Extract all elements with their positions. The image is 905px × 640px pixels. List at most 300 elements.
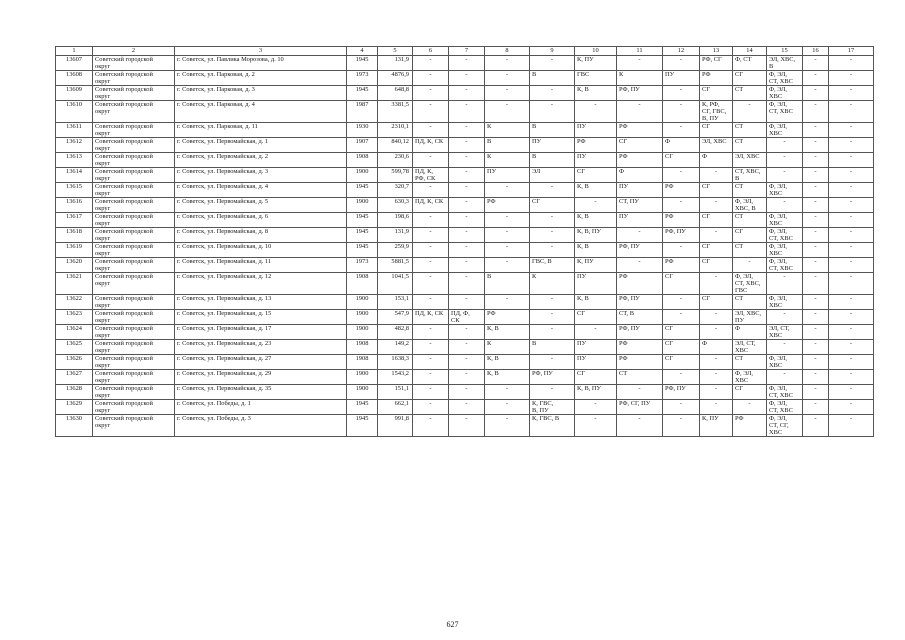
col-17-cell: - xyxy=(829,340,874,355)
address-cell: г. Советск, ул. Первомайская, д. 13 xyxy=(175,295,347,310)
district-cell: Советский городской округ xyxy=(93,86,175,101)
col-14-cell: РФ xyxy=(733,415,767,437)
col-13-cell: РФ xyxy=(700,71,733,86)
col-12-cell: РФ xyxy=(663,258,700,273)
col-11-cell: РФ xyxy=(617,153,663,168)
column-number-17: 17 xyxy=(829,47,874,56)
table-row xyxy=(56,355,874,370)
col-8-cell: - xyxy=(485,385,530,400)
col-12-cell: РФ xyxy=(663,183,700,198)
col-11-cell: СТ, ПУ xyxy=(617,198,663,213)
col-12-cell: Ф xyxy=(663,138,700,153)
record-id-cell: 13619 xyxy=(56,243,93,258)
col-14-cell: ЭЛ, СТ, ХВС xyxy=(733,340,767,355)
col-17-cell: - xyxy=(829,258,874,273)
record-id-cell: 13608 xyxy=(56,71,93,86)
record-id-cell: 13616 xyxy=(56,198,93,213)
district-cell: Советский городской округ xyxy=(93,56,175,71)
area-cell: 230,6 xyxy=(378,153,413,168)
col-17-cell: - xyxy=(829,168,874,183)
col-7-cell: - xyxy=(449,400,485,415)
build-year-cell: 1945 xyxy=(347,213,378,228)
table-row xyxy=(56,168,874,183)
col-16-cell: - xyxy=(803,355,829,370)
col-10-cell: К, В xyxy=(575,295,617,310)
col-15-cell: - xyxy=(767,310,803,325)
col-11-cell: Ф xyxy=(617,168,663,183)
column-number-7: 7 xyxy=(449,47,485,56)
col-11-cell: ПУ xyxy=(617,213,663,228)
col-6-cell: - xyxy=(413,415,449,437)
col-17-cell: - xyxy=(829,415,874,437)
address-cell: г. Советск, ул. Первомайская, д. 8 xyxy=(175,228,347,243)
col-12-cell: - xyxy=(663,86,700,101)
col-14-cell: СТ xyxy=(733,355,767,370)
col-17-cell: - xyxy=(829,243,874,258)
col-11-cell: РФ, ПУ xyxy=(617,295,663,310)
col-13-cell: - xyxy=(700,310,733,325)
col-12-cell: - xyxy=(663,370,700,385)
col-10-cell: - xyxy=(575,415,617,437)
record-id-cell: 13628 xyxy=(56,385,93,400)
col-17-cell: - xyxy=(829,198,874,213)
col-12-cell: - xyxy=(663,56,700,71)
column-number-row xyxy=(56,47,874,56)
col-12-cell: - xyxy=(663,168,700,183)
col-17-cell: - xyxy=(829,295,874,310)
col-6-cell: - xyxy=(413,153,449,168)
column-number-10: 10 xyxy=(575,47,617,56)
col-16-cell: - xyxy=(803,138,829,153)
col-6-cell: - xyxy=(413,370,449,385)
col-11-cell: РФ, ПУ xyxy=(617,86,663,101)
column-number-11: 11 xyxy=(617,47,663,56)
col-14-cell: СТ xyxy=(733,123,767,138)
district-cell: Советский городской округ xyxy=(93,168,175,183)
district-cell: Советский городской округ xyxy=(93,385,175,400)
col-16-cell: - xyxy=(803,123,829,138)
col-17-cell: - xyxy=(829,325,874,340)
district-cell: Советский городской округ xyxy=(93,310,175,325)
table-row xyxy=(56,243,874,258)
col-17-cell: - xyxy=(829,123,874,138)
col-12-cell: СГ xyxy=(663,325,700,340)
district-cell: Советский городской округ xyxy=(93,213,175,228)
col-6-cell: ПД, К, СК xyxy=(413,310,449,325)
col-10-cell: - xyxy=(575,198,617,213)
col-7-cell: - xyxy=(449,86,485,101)
build-year-cell: 1930 xyxy=(347,123,378,138)
table-row xyxy=(56,228,874,243)
column-number-8: 8 xyxy=(485,47,530,56)
col-17-cell: - xyxy=(829,56,874,71)
col-6-cell: - xyxy=(413,243,449,258)
col-7-cell: ПД, Ф, СК xyxy=(449,310,485,325)
col-15-cell: Ф, ЭЛ, СТ, ХВС xyxy=(767,228,803,243)
col-10-cell: - xyxy=(575,400,617,415)
address-cell: г. Советск, ул. Первомайская, д. 5 xyxy=(175,198,347,213)
col-15-cell: Ф, ЭЛ, СТ, ХВС xyxy=(767,101,803,123)
col-15-cell: - xyxy=(767,273,803,295)
col-15-cell: Ф, ЭЛ, ХВС xyxy=(767,243,803,258)
col-12-cell: - xyxy=(663,101,700,123)
col-12-cell: - xyxy=(663,400,700,415)
col-17-cell: - xyxy=(829,101,874,123)
col-16-cell: - xyxy=(803,153,829,168)
col-7-cell: - xyxy=(449,258,485,273)
col-10-cell: СГ xyxy=(575,310,617,325)
col-10-cell: К, ПУ xyxy=(575,56,617,71)
housing-table xyxy=(55,46,874,437)
col-14-cell: СТ xyxy=(733,86,767,101)
build-year-cell: 1907 xyxy=(347,138,378,153)
col-10-cell: ГВС xyxy=(575,71,617,86)
col-14-cell: - xyxy=(733,101,767,123)
col-6-cell: - xyxy=(413,228,449,243)
area-cell: 547,9 xyxy=(378,310,413,325)
record-id-cell: 13610 xyxy=(56,101,93,123)
col-13-cell: Ф xyxy=(700,153,733,168)
col-8-cell: К xyxy=(485,340,530,355)
col-17-cell: - xyxy=(829,370,874,385)
record-id-cell: 13609 xyxy=(56,86,93,101)
col-7-cell: - xyxy=(449,71,485,86)
col-6-cell: - xyxy=(413,86,449,101)
address-cell: г. Советск, ул. Первомайская, д. 27 xyxy=(175,355,347,370)
column-number-1: 1 xyxy=(56,47,93,56)
col-15-cell: Ф, ЭЛ, ХВС xyxy=(767,86,803,101)
col-13-cell: СГ xyxy=(700,123,733,138)
record-id-cell: 13618 xyxy=(56,228,93,243)
col-10-cell: ПУ xyxy=(575,153,617,168)
col-11-cell: РФ xyxy=(617,355,663,370)
col-6-cell: - xyxy=(413,273,449,295)
col-11-cell: - xyxy=(617,415,663,437)
table-row xyxy=(56,325,874,340)
col-8-cell: К, В xyxy=(485,370,530,385)
col-7-cell: - xyxy=(449,138,485,153)
table-row xyxy=(56,101,874,123)
col-14-cell: ЭЛ, ХВС, ПУ xyxy=(733,310,767,325)
col-11-cell: РФ xyxy=(617,273,663,295)
district-cell: Советский городской округ xyxy=(93,101,175,123)
col-11-cell: РФ, ПУ xyxy=(617,243,663,258)
col-8-cell: - xyxy=(485,183,530,198)
district-cell: Советский городской округ xyxy=(93,228,175,243)
col-10-cell: К, В xyxy=(575,213,617,228)
area-cell: 4876,9 xyxy=(378,71,413,86)
col-7-cell: - xyxy=(449,355,485,370)
table-row xyxy=(56,415,874,437)
address-cell: г. Советск, ул. Первомайская, д. 2 xyxy=(175,153,347,168)
col-16-cell: - xyxy=(803,243,829,258)
col-13-cell: - xyxy=(700,198,733,213)
col-13-cell: Ф xyxy=(700,340,733,355)
col-7-cell: - xyxy=(449,198,485,213)
build-year-cell: 1908 xyxy=(347,340,378,355)
col-17-cell: - xyxy=(829,153,874,168)
address-cell: г. Советск, ул. Первомайская, д. 29 xyxy=(175,370,347,385)
col-9-cell: В xyxy=(530,340,575,355)
area-cell: 3381,5 xyxy=(378,101,413,123)
col-9-cell: ЭЛ xyxy=(530,168,575,183)
table-row xyxy=(56,123,874,138)
col-7-cell: - xyxy=(449,213,485,228)
col-14-cell: СТ xyxy=(733,138,767,153)
col-14-cell: СГ xyxy=(733,71,767,86)
col-12-cell: СГ xyxy=(663,340,700,355)
build-year-cell: 1900 xyxy=(347,385,378,400)
column-number-16: 16 xyxy=(803,47,829,56)
area-cell: 151,1 xyxy=(378,385,413,400)
col-9-cell: - xyxy=(530,101,575,123)
column-number-2: 2 xyxy=(93,47,175,56)
build-year-cell: 1973 xyxy=(347,258,378,273)
address-cell: г. Советск, ул. Первомайская, д. 12 xyxy=(175,273,347,295)
col-17-cell: - xyxy=(829,400,874,415)
col-10-cell: - xyxy=(575,325,617,340)
col-10-cell: ПУ xyxy=(575,340,617,355)
col-14-cell: Ф, СТ xyxy=(733,56,767,71)
col-13-cell: - xyxy=(700,400,733,415)
col-15-cell: - xyxy=(767,198,803,213)
area-cell: 320,7 xyxy=(378,183,413,198)
address-cell: г. Советск, ул. Победы, д. 3 xyxy=(175,415,347,437)
col-16-cell: - xyxy=(803,56,829,71)
col-14-cell: СТ xyxy=(733,295,767,310)
address-cell: г. Советск, ул. Победы, д. 1 xyxy=(175,400,347,415)
record-id-cell: 13621 xyxy=(56,273,93,295)
col-15-cell: Ф, ЭЛ, ХВС xyxy=(767,123,803,138)
col-13-cell: СГ xyxy=(700,258,733,273)
col-16-cell: - xyxy=(803,400,829,415)
col-16-cell: - xyxy=(803,198,829,213)
record-id-cell: 13617 xyxy=(56,213,93,228)
col-17-cell: - xyxy=(829,385,874,400)
col-8-cell: - xyxy=(485,213,530,228)
col-15-cell: Ф, ЭЛ, СТ, ХВС xyxy=(767,258,803,273)
col-16-cell: - xyxy=(803,168,829,183)
area-cell: 630,3 xyxy=(378,198,413,213)
col-17-cell: - xyxy=(829,183,874,198)
col-9-cell: - xyxy=(530,183,575,198)
table-row xyxy=(56,310,874,325)
column-number-5: 5 xyxy=(378,47,413,56)
record-id-cell: 13607 xyxy=(56,56,93,71)
col-6-cell: ПД, К, РФ, СК xyxy=(413,168,449,183)
col-9-cell: К, ГВС, В, ПУ xyxy=(530,400,575,415)
table-row xyxy=(56,370,874,385)
col-7-cell: - xyxy=(449,228,485,243)
col-14-cell: - xyxy=(733,400,767,415)
district-cell: Советский городской округ xyxy=(93,273,175,295)
col-12-cell: - xyxy=(663,415,700,437)
col-8-cell: - xyxy=(485,243,530,258)
col-12-cell: РФ, ПУ xyxy=(663,228,700,243)
col-14-cell: Ф xyxy=(733,325,767,340)
area-cell: 198,6 xyxy=(378,213,413,228)
col-17-cell: - xyxy=(829,310,874,325)
col-9-cell: - xyxy=(530,295,575,310)
col-12-cell: РФ xyxy=(663,213,700,228)
col-11-cell: К xyxy=(617,71,663,86)
col-13-cell: К, ПУ xyxy=(700,415,733,437)
build-year-cell: 1945 xyxy=(347,400,378,415)
col-16-cell: - xyxy=(803,370,829,385)
build-year-cell: 1945 xyxy=(347,243,378,258)
col-12-cell: - xyxy=(663,310,700,325)
district-cell: Советский городской округ xyxy=(93,123,175,138)
record-id-cell: 13622 xyxy=(56,295,93,310)
col-6-cell: - xyxy=(413,385,449,400)
col-17-cell: - xyxy=(829,273,874,295)
table-row xyxy=(56,198,874,213)
col-13-cell: - xyxy=(700,370,733,385)
record-id-cell: 13620 xyxy=(56,258,93,273)
col-12-cell: - xyxy=(663,198,700,213)
build-year-cell: 1987 xyxy=(347,101,378,123)
col-13-cell: К, РФ, СГ, ГВС, В, ПУ xyxy=(700,101,733,123)
col-15-cell: Ф, ЭЛ, СТ, ХВС xyxy=(767,385,803,400)
build-year-cell: 1945 xyxy=(347,183,378,198)
col-11-cell: - xyxy=(617,101,663,123)
build-year-cell: 1900 xyxy=(347,295,378,310)
col-10-cell: К, В, ПУ xyxy=(575,228,617,243)
build-year-cell: 1908 xyxy=(347,153,378,168)
col-12-cell: СГ xyxy=(663,355,700,370)
col-17-cell: - xyxy=(829,71,874,86)
record-id-cell: 13612 xyxy=(56,138,93,153)
col-8-cell: - xyxy=(485,258,530,273)
col-6-cell: - xyxy=(413,183,449,198)
col-9-cell: СГ xyxy=(530,198,575,213)
col-9-cell: - xyxy=(530,86,575,101)
col-15-cell: Ф, ЭЛ, СТ, ХВС xyxy=(767,400,803,415)
col-9-cell: К xyxy=(530,273,575,295)
district-cell: Советский городской округ xyxy=(93,153,175,168)
col-8-cell: В xyxy=(485,138,530,153)
col-10-cell: К, В xyxy=(575,86,617,101)
build-year-cell: 1900 xyxy=(347,370,378,385)
col-17-cell: - xyxy=(829,138,874,153)
table-body xyxy=(56,56,874,437)
col-7-cell: - xyxy=(449,370,485,385)
col-15-cell: - xyxy=(767,153,803,168)
area-cell: 131,9 xyxy=(378,228,413,243)
col-11-cell: СТ, В xyxy=(617,310,663,325)
col-6-cell: ПД, К, СК xyxy=(413,198,449,213)
col-15-cell: - xyxy=(767,370,803,385)
address-cell: г. Советск, ул. Первомайская, д. 10 xyxy=(175,243,347,258)
address-cell: г. Советск, ул. Первомайская, д. 6 xyxy=(175,213,347,228)
col-9-cell: - xyxy=(530,228,575,243)
record-id-cell: 13624 xyxy=(56,325,93,340)
table-row xyxy=(56,56,874,71)
col-13-cell: СГ xyxy=(700,243,733,258)
col-11-cell: СТ xyxy=(617,370,663,385)
col-10-cell: СГ xyxy=(575,168,617,183)
col-9-cell: К, ГВС, В xyxy=(530,415,575,437)
district-cell: Советский городской округ xyxy=(93,183,175,198)
col-7-cell: - xyxy=(449,273,485,295)
col-16-cell: - xyxy=(803,228,829,243)
col-6-cell: - xyxy=(413,71,449,86)
col-6-cell: - xyxy=(413,400,449,415)
col-8-cell: - xyxy=(485,101,530,123)
area-cell: 599,78 xyxy=(378,168,413,183)
address-cell: г. Советск, ул. Первомайская, д. 1 xyxy=(175,138,347,153)
col-10-cell: К, В xyxy=(575,183,617,198)
area-cell: 840,12 xyxy=(378,138,413,153)
col-15-cell: Ф, ЭЛ, ХВС xyxy=(767,213,803,228)
district-cell: Советский городской округ xyxy=(93,370,175,385)
col-7-cell: - xyxy=(449,153,485,168)
col-7-cell: - xyxy=(449,295,485,310)
col-11-cell: - xyxy=(617,228,663,243)
col-16-cell: - xyxy=(803,183,829,198)
col-16-cell: - xyxy=(803,101,829,123)
col-11-cell: СГ xyxy=(617,138,663,153)
col-15-cell: Ф, ЭЛ, ХВС xyxy=(767,355,803,370)
area-cell: 149,2 xyxy=(378,340,413,355)
col-16-cell: - xyxy=(803,71,829,86)
col-14-cell: СГ xyxy=(733,385,767,400)
area-cell: 648,8 xyxy=(378,86,413,101)
address-cell: г. Советск, ул. Первомайская, д. 3 xyxy=(175,168,347,183)
address-cell: г. Советск, ул. Парковая, д. 2 xyxy=(175,71,347,86)
col-8-cell: - xyxy=(485,86,530,101)
column-number-9: 9 xyxy=(530,47,575,56)
col-15-cell: - xyxy=(767,168,803,183)
col-12-cell: ПУ xyxy=(663,71,700,86)
col-6-cell: - xyxy=(413,123,449,138)
area-cell: 5881,5 xyxy=(378,258,413,273)
area-cell: 131,9 xyxy=(378,56,413,71)
col-8-cell: - xyxy=(485,228,530,243)
col-9-cell: РФ, ПУ xyxy=(530,370,575,385)
col-10-cell: ПУ xyxy=(575,273,617,295)
district-cell: Советский городской округ xyxy=(93,355,175,370)
address-cell: г. Советск, ул. Первомайская, д. 11 xyxy=(175,258,347,273)
col-8-cell: ПУ xyxy=(485,168,530,183)
area-cell: 153,1 xyxy=(378,295,413,310)
col-9-cell: ГВС, В xyxy=(530,258,575,273)
col-6-cell: - xyxy=(413,340,449,355)
col-11-cell: РФ, СГ, ПУ xyxy=(617,400,663,415)
table-row xyxy=(56,295,874,310)
table-row xyxy=(56,71,874,86)
column-number-3: 3 xyxy=(175,47,347,56)
col-17-cell: - xyxy=(829,86,874,101)
build-year-cell: 1945 xyxy=(347,86,378,101)
column-number-15: 15 xyxy=(767,47,803,56)
col-8-cell: - xyxy=(485,295,530,310)
col-8-cell: - xyxy=(485,56,530,71)
col-9-cell: В xyxy=(530,153,575,168)
col-16-cell: - xyxy=(803,415,829,437)
col-10-cell: К, ПУ xyxy=(575,258,617,273)
col-15-cell: Ф, ЭЛ, ХВС xyxy=(767,295,803,310)
col-13-cell: - xyxy=(700,273,733,295)
district-cell: Советский городской округ xyxy=(93,340,175,355)
col-13-cell: СГ xyxy=(700,213,733,228)
col-9-cell: В xyxy=(530,123,575,138)
district-cell: Советский городской округ xyxy=(93,325,175,340)
col-7-cell: - xyxy=(449,243,485,258)
col-14-cell: - xyxy=(733,258,767,273)
col-8-cell: - xyxy=(485,71,530,86)
col-10-cell: РФ xyxy=(575,138,617,153)
